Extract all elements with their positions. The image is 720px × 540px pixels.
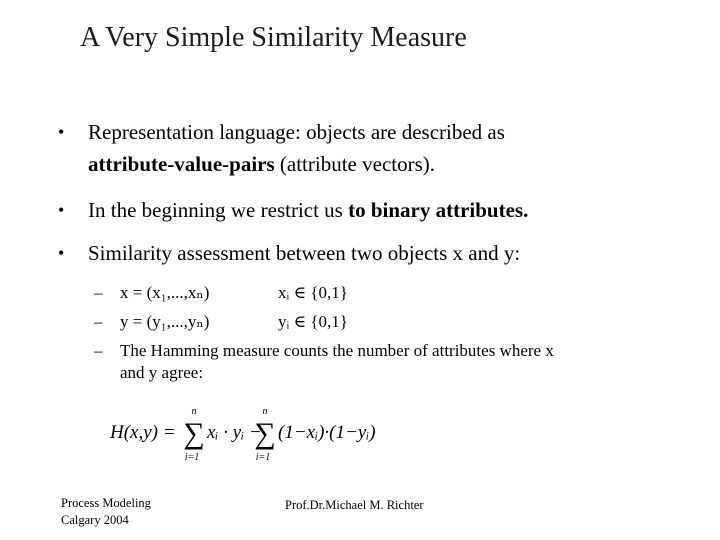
subitem-x-vector <box>94 282 348 304</box>
subitem-hamming <box>94 340 554 384</box>
sum2-lower: i=1 <box>255 452 271 463</box>
bullet-text: In the beginning we restrict us <box>88 198 349 222</box>
subitem-y-vector <box>94 311 348 333</box>
subitem-right: xᵢ ∈ {0,1} <box>278 283 348 302</box>
footer-author: Prof.Dr.Michael M. Richter <box>285 498 424 512</box>
bold-term: attribute-value-pairs <box>88 152 275 176</box>
bullet-dot-icon: • <box>58 243 65 263</box>
sum1-upper: n <box>191 406 197 417</box>
bold-term: to binary attributes. <box>348 198 529 222</box>
sum2-sigma-icon: ∑ <box>254 417 276 450</box>
bullet-representation <box>58 116 505 180</box>
formula-term1: xᵢ · yᵢ − <box>207 422 262 443</box>
subitem-line1: The Hamming measure counts the number of attributes where x <box>120 341 554 360</box>
dash-icon: – <box>94 283 103 302</box>
bullet-binary-attributes <box>58 194 529 226</box>
subitem-left: x = (x₁,...,xₙ) <box>120 283 210 302</box>
slide-title: A Very Simple Similarity Measure <box>80 22 467 53</box>
formula-lhs: H(x,y) = <box>110 422 176 443</box>
subitem-line2: and y agree: <box>120 363 204 382</box>
bullet-dot-icon: • <box>58 200 65 220</box>
dash-icon: – <box>94 341 103 360</box>
formula-term2: (1−xᵢ)·(1−yᵢ) <box>278 422 376 443</box>
hamming-formula <box>108 398 388 468</box>
sum2-upper: n <box>262 406 268 417</box>
bullet-text: Similarity assessment between two objects x and y: <box>88 241 521 265</box>
bullet-text-line1: Representation language: objects are described as <box>88 120 505 144</box>
subitem-right: yᵢ ∈ {0,1} <box>278 312 348 331</box>
footer-course <box>61 495 151 529</box>
footer-course-line1: Process Modeling <box>61 496 151 510</box>
sum1-sigma-icon: ∑ <box>183 417 205 450</box>
footer-course-line2: Calgary 2004 <box>61 513 129 527</box>
subitem-left: y = (y₁,...,yₙ) <box>120 312 210 331</box>
bullet-text-rest: (attribute vectors). <box>274 152 436 176</box>
bullet-similarity-assessment <box>58 237 521 269</box>
sum1-lower: i=1 <box>184 452 200 463</box>
bullet-dot-icon: • <box>58 122 65 142</box>
dash-icon: – <box>94 312 103 331</box>
bullet-text-line2 <box>88 148 505 180</box>
